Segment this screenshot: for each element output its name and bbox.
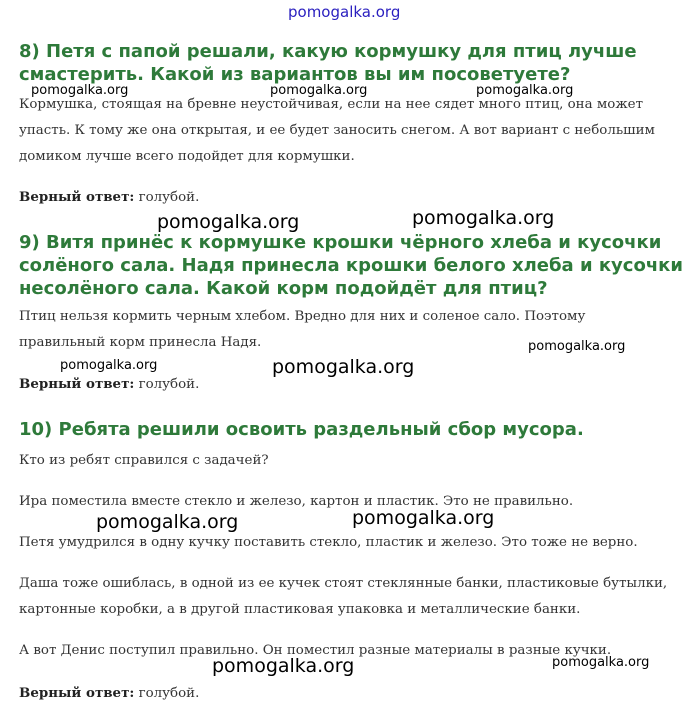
question-10-answer: [19, 680, 679, 707]
question-9-title-line1: 9) Витя принёс к кормушке крошки чёрного хлеба и кусочки: [19, 232, 662, 253]
watermark-top: pomogalka.org: [288, 3, 401, 21]
q10-denis: А вот Денис поступил правильно. Он поместил разные материалы в разные кучки.: [19, 643, 612, 658]
watermark: pomogalka.org: [528, 339, 626, 354]
q10-intro: Кто из ребят справился с задачей?: [19, 453, 269, 468]
answer-value: голубой.: [134, 686, 200, 701]
q9-line1: Птиц нельзя кормить черным хлебом. Вредно для них и соленое сало. Поэтому: [19, 309, 586, 324]
answer-label: Верный ответ:: [19, 189, 135, 205]
question-8-title-line1: 8) Петя с папой решали, какую кормушку для птиц лучше: [19, 41, 637, 62]
watermark: pomogalka.org: [31, 83, 129, 98]
q10-dasha-line2: картонные коробки, а в другой пластиковая упаковка и металлические банки.: [19, 602, 581, 617]
answer-value: голубой.: [134, 190, 200, 205]
q10-dasha-line1: Даша тоже ошиблась, в одной из ее кучек стоят стеклянные банки, пластиковые бутылки,: [19, 576, 668, 591]
watermark: pomogalka.org: [476, 83, 574, 98]
question-8-explanation: [19, 92, 679, 170]
answer-value: голубой.: [134, 377, 200, 392]
watermark: pomogalka.org: [270, 83, 368, 98]
q10-petya: Петя умудрился в одну кучку поставить стекло, пластик и железо. Это тоже не верно.: [19, 535, 638, 550]
answer-label: Верный ответ:: [19, 685, 135, 701]
watermark: pomogalka.org: [212, 655, 355, 677]
watermark: pomogalka.org: [157, 211, 300, 233]
q10-dasha: [19, 571, 679, 623]
q9-line2: правильный корм принесла Надя.: [19, 335, 262, 350]
answer-label: Верный ответ:: [19, 376, 135, 392]
q8-line3: домиком лучше всего подойдет для кормушки.: [19, 149, 355, 164]
watermark: pomogalka.org: [272, 356, 415, 378]
watermark: pomogalka.org: [552, 655, 650, 670]
question-8-title: [19, 40, 637, 86]
q8-line2: упасть. К тому же она открытая, и ее будет заносить снегом. А вот вариант с небольшим: [19, 123, 655, 138]
question-9-title: [19, 231, 683, 300]
watermark: pomogalka.org: [60, 358, 158, 373]
watermark: pomogalka.org: [412, 207, 555, 229]
question-9-title-line2: солёного сала. Надя принесла крошки белого хлеба и кусочки: [19, 255, 684, 276]
question-8-answer: [19, 184, 679, 211]
question-10-title: 10) Ребята решили освоить раздельный сбор мусора.: [19, 419, 584, 440]
q8-line1: Кормушка, стоящая на бревне неустойчивая, если на нее сядет много птиц, она может: [19, 97, 643, 112]
watermark: pomogalka.org: [352, 507, 495, 529]
question-8-title-line2: смастерить. Какой из вариантов вы им посоветуете?: [19, 64, 571, 85]
question-9-title-line3: несолёного сала. Какой корм подойдёт для птиц?: [19, 278, 548, 299]
q10-ira: Ира поместила вместе стекло и железо, картон и пластик. Это не правильно.: [19, 494, 574, 509]
watermark: pomogalka.org: [96, 511, 239, 533]
